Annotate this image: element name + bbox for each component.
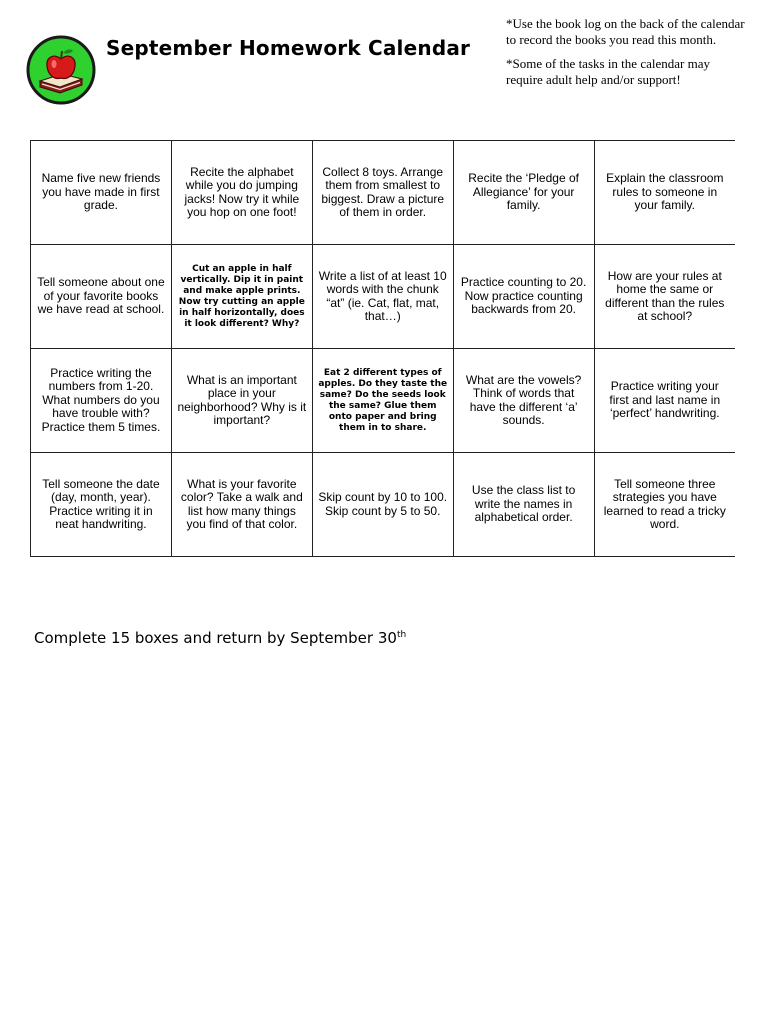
calendar-row (31, 453, 736, 557)
calendar-cell: Use the class list to write the names in alphabetical order. (453, 453, 594, 557)
calendar-cell: Name five new friends you have made in first grade. (31, 141, 172, 245)
calendar-cell: Practice counting to 20. Now practice counting backwards from 20. (453, 245, 594, 349)
calendar-cell: How are your rules at home the same or different than the rules at school? (594, 245, 735, 349)
calendar-row (31, 349, 736, 453)
note-book-log: *Use the book log on the back of the calendar to record the books you read this month. (506, 16, 745, 47)
calendar-cell: Tell someone about one of your favorite books we have read at school. (31, 245, 172, 349)
calendar-cell: Eat 2 different types of apples. Do they taste the same? Do the seeds look the same? Glue them onto paper and bring them in to share. (312, 349, 453, 453)
homework-calendar-grid (30, 140, 735, 557)
calendar-row (31, 245, 736, 349)
calendar-cell: Skip count by 10 to 100. Skip count by 5 to 50. (312, 453, 453, 557)
calendar-cell: Practice writing your first and last name in ‘perfect’ handwriting. (594, 349, 735, 453)
calendar-cell: Recite the ‘Pledge of Allegiance’ for your family. (453, 141, 594, 245)
logo (26, 35, 96, 105)
calendar-cell: Recite the alphabet while you do jumping jacks! Now try it while you hop on one foot! (171, 141, 312, 245)
note-adult-help: *Some of the tasks in the calendar may require adult help and/or support! (506, 56, 710, 87)
page-title: September Homework Calendar (106, 36, 471, 60)
calendar-cell: What is an important place in your neighborhood? Why is it important? (171, 349, 312, 453)
calendar-cell: Practice writing the numbers from 1-20. What numbers do you have trouble with? Practice them 5 times. (31, 349, 172, 453)
completion-instructions (34, 629, 406, 647)
apple-on-book-icon (26, 35, 96, 105)
instructions-notes (506, 16, 746, 96)
calendar-cell: Cut an apple in half vertically. Dip it in paint and make apple prints. Now try cutting an apple in half horizontally, does it look different? Why? (171, 245, 312, 349)
calendar-cell: Write a list of at least 10 words with the chunk “at” (ie. Cat, flat, mat, that…) (312, 245, 453, 349)
footer-superscript: th (396, 630, 407, 640)
calendar-cell: Explain the classroom rules to someone in your family. (594, 141, 735, 245)
calendar-cell: What are the vowels? Think of words that have the different ‘a’ sounds. (453, 349, 594, 453)
calendar-cell: Tell someone the date (day, month, year). Practice writing it in neat handwriting. (31, 453, 172, 557)
calendar-cell: Tell someone three strategies you have learned to read a tricky word. (594, 453, 735, 557)
calendar-row (31, 141, 736, 245)
calendar-cell: What is your favorite color? Take a walk and list how many things you find of that color. (171, 453, 312, 557)
footer-text: Complete 15 boxes and return by September 30 (34, 629, 397, 647)
calendar-cell: Collect 8 toys. Arrange them from smallest to biggest. Draw a picture of them in order. (312, 141, 453, 245)
